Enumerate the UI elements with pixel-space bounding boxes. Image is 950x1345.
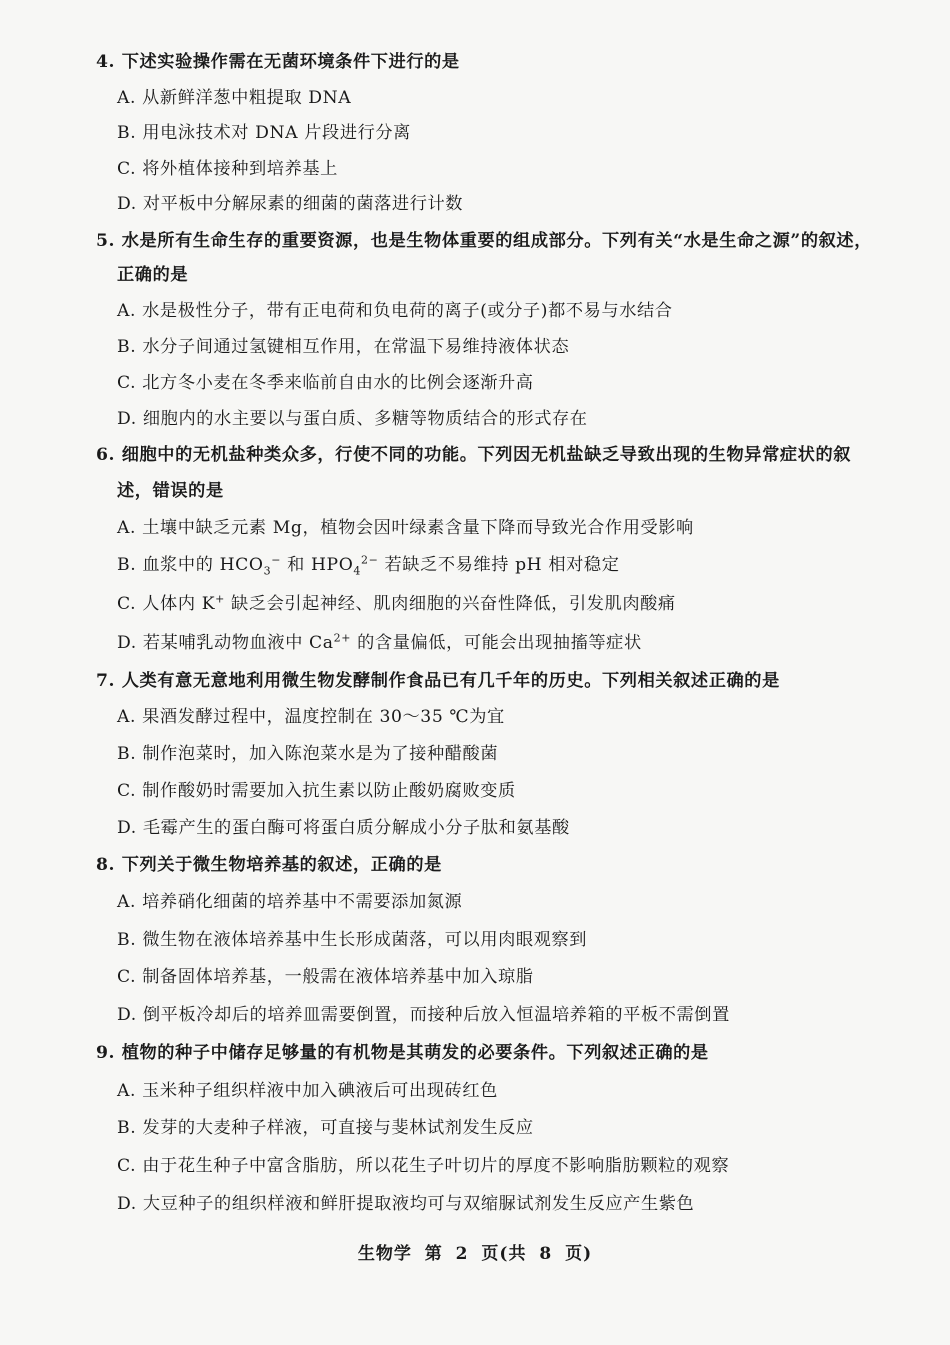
q6-option-d (117, 631, 642, 655)
question-6-stem-cont: 述，错误的是 (117, 481, 224, 501)
q8-option-b: B. 微生物在液体培养基中生长形成菌落，可以用肉眼观察到 (117, 930, 588, 950)
question-5-stem-cont: 正确的是 (117, 265, 189, 285)
q6-option-b-sub2: 4 (353, 564, 362, 578)
q9-option-a: A. 玉米种子组织样液中加入碘液后可出现砖红色 (117, 1081, 498, 1101)
q6-option-c-end: 缺乏会引起神经、肌肉细胞的兴奋性降低，引发肌肉酸痛 (224, 594, 676, 614)
q6-option-c (117, 592, 676, 616)
q6-option-b-sup2: 2− (361, 553, 379, 567)
question-9-stem: 9. 植物的种子中储存足够量的有机物是其萌发的必要条件。下列叙述正确的是 (96, 1043, 709, 1063)
q9-option-b: B. 发芽的大麦种子样液，可直接与斐林试剂发生反应 (117, 1118, 534, 1138)
q8-option-a: A. 培养硝化细菌的培养基中不需要添加氮源 (117, 892, 463, 912)
q7-option-c: C. 制作酸奶时需要加入抗生素以防止酸奶腐败变质 (117, 781, 516, 801)
q6-option-c-text: C. 人体内 K (117, 594, 216, 614)
q6-option-d-end: 的含量偏低，可能会出现抽搐等症状 (351, 633, 642, 653)
q9-option-d: D. 大豆种子的组织样液和鲜肝提取液均可与双缩脲试剂发生反应产生紫色 (117, 1194, 695, 1214)
q5-option-b: B. 水分子间通过氢键相互作用，在常温下易维持液体状态 (117, 337, 570, 357)
question-6-stem: 6. 细胞中的无机盐种类众多，行使不同的功能。下列因无机盐缺乏导致出现的生物异常症状的叙 (96, 445, 852, 465)
q6-option-a: A. 土壤中缺乏元素 Mg，植物会因叶绿素含量下降而导致光合作用受影响 (117, 518, 694, 538)
q6-option-d-text: D. 若某哺乳动物血液中 Ca (117, 633, 334, 653)
page-footer: 生物学 第 2 页(共 8 页) (357, 1244, 593, 1264)
q6-option-d-sup: 2+ (333, 631, 352, 645)
q6-option-b-sub: 3 (263, 564, 272, 578)
q6-option-b-sup: − (271, 553, 282, 567)
q7-option-b: B. 制作泡菜时，加入陈泡菜水是为了接种醋酸菌 (117, 744, 499, 764)
question-5-stem: 5. 水是所有生命生存的重要资源，也是生物体重要的组成部分。下列有关“水是生命之源”的叙述， (96, 231, 872, 251)
q5-option-d: D. 细胞内的水主要以与蛋白质、多糖等物质结合的形式存在 (117, 409, 588, 429)
question-4-stem: 4. 下述实验操作需在无菌环境条件下进行的是 (96, 52, 460, 72)
q6-option-b-text: B. 血浆中的 HCO (117, 555, 264, 575)
q7-option-a: A. 果酒发酵过程中，温度控制在 30～35 ℃为宜 (117, 707, 505, 727)
q6-option-b (117, 553, 619, 577)
q5-option-a: A. 水是极性分子，带有正电荷和负电荷的离子(或分子)都不易与水结合 (117, 301, 673, 321)
question-8-stem: 8. 下列关于微生物培养基的叙述，正确的是 (96, 855, 442, 875)
question-7-stem: 7. 人类有意无意地利用微生物发酵制作食品已有几千年的历史。下列相关叙述正确的是 (96, 671, 780, 691)
q6-option-b-end: 若缺乏不易维持 pH 相对稳定 (378, 555, 620, 575)
q8-option-c: C. 制备固体培养基，一般需在液体培养基中加入琼脂 (117, 967, 534, 987)
q9-option-c: C. 由于花生种子中富含脂肪，所以花生子叶切片的厚度不影响脂肪颗粒的观察 (117, 1156, 730, 1176)
q5-option-c: C. 北方冬小麦在冬季来临前自由水的比例会逐渐升高 (117, 373, 534, 393)
q6-option-c-sup: + (215, 592, 225, 606)
q8-option-d: D. 倒平板冷却后的培养皿需要倒置，而接种后放入恒温培养箱的平板不需倒置 (117, 1005, 730, 1025)
q6-option-b-mid: 和 HPO (281, 555, 354, 575)
q4-option-c: C. 将外植体接种到培养基上 (117, 159, 338, 179)
q4-option-d: D. 对平板中分解尿素的细菌的菌落进行计数 (117, 194, 464, 214)
q4-option-a: A. 从新鲜洋葱中粗提取 DNA (117, 88, 352, 108)
q7-option-d: D. 毛霉产生的蛋白酶可将蛋白质分解成小分子肽和氨基酸 (117, 818, 570, 838)
q4-option-b: B. 用电泳技术对 DNA 片段进行分离 (117, 123, 411, 143)
